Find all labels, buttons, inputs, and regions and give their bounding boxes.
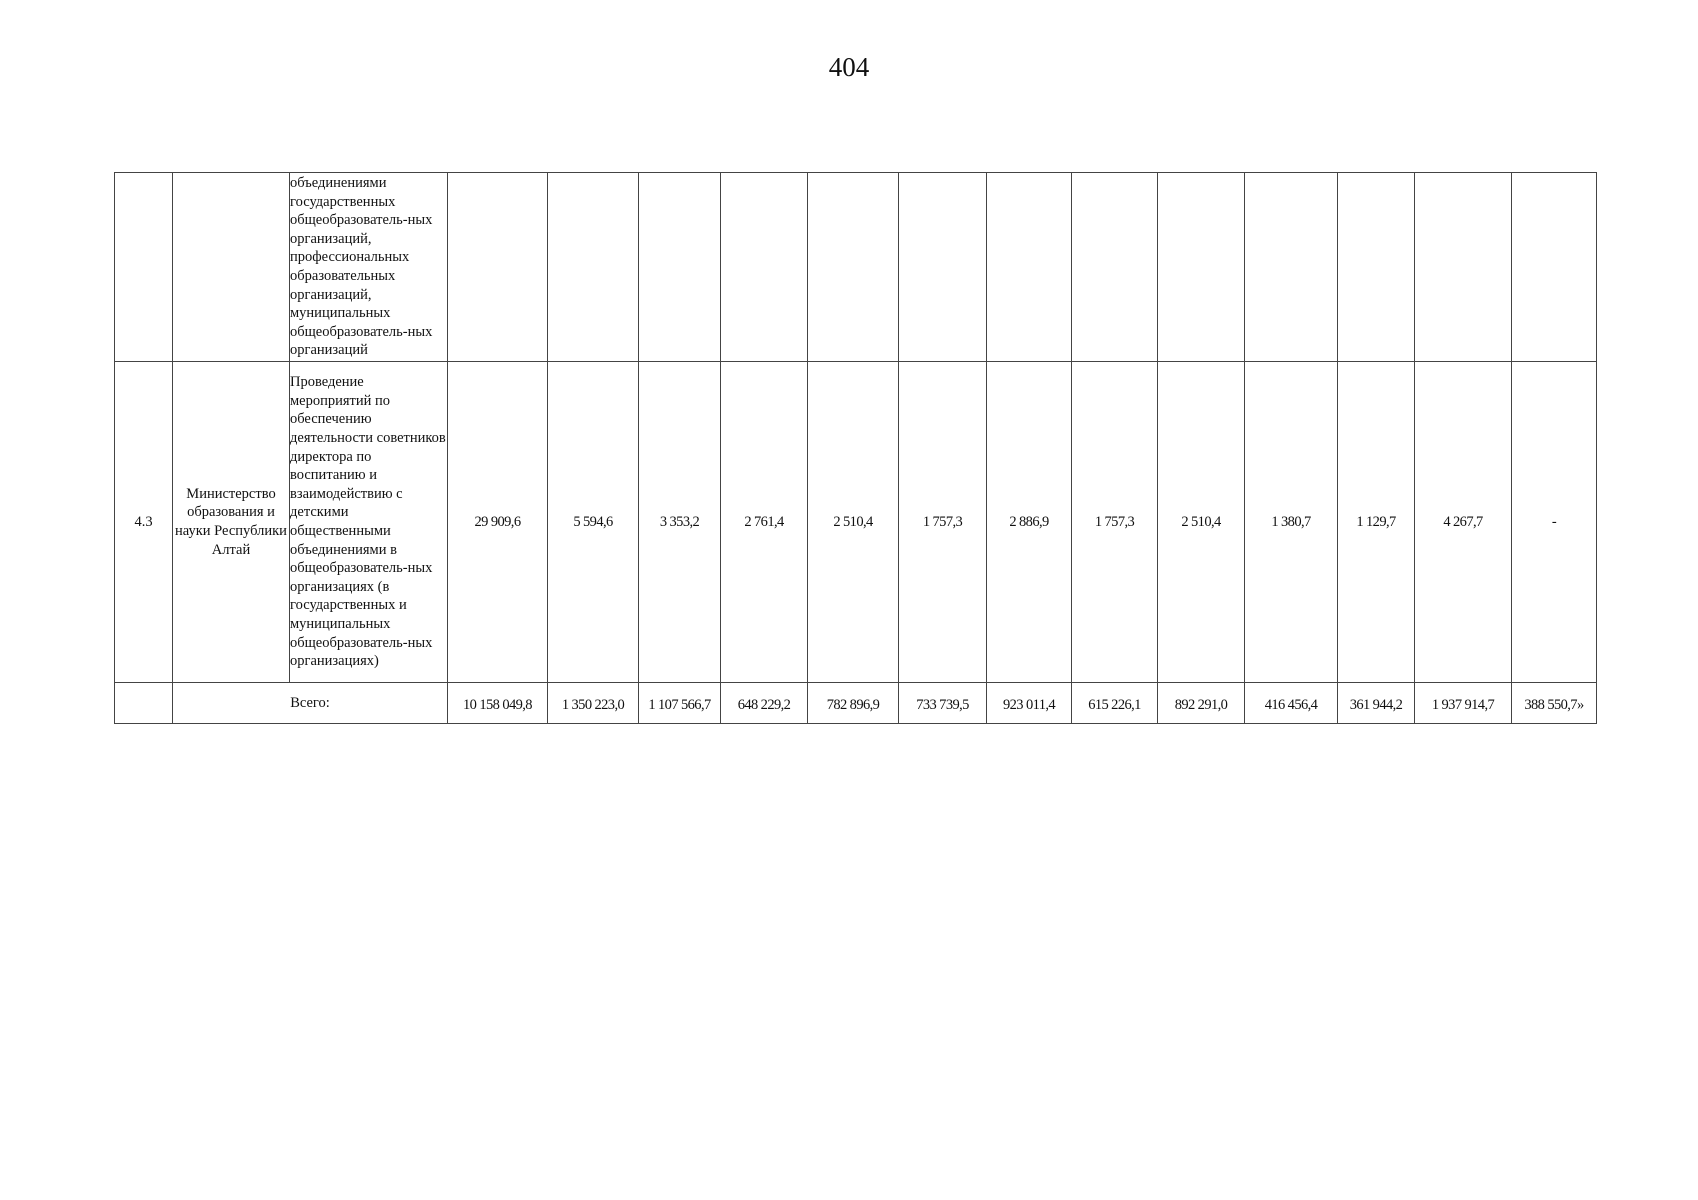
table-row xyxy=(115,362,1597,683)
value-cell xyxy=(1245,173,1338,362)
value-cell: 2 510,4 xyxy=(808,362,899,683)
total-value-cell: 1 350 223,0 xyxy=(548,683,639,724)
total-row xyxy=(115,683,1597,724)
total-value-cell: 892 291,0 xyxy=(1158,683,1245,724)
budget-table xyxy=(114,172,1597,724)
total-value-cell: 388 550,7» xyxy=(1512,683,1597,724)
value-cell xyxy=(1415,173,1512,362)
row-number-cell: 4.3 xyxy=(115,362,173,683)
value-cell xyxy=(1072,173,1158,362)
value-cell: 1 129,7 xyxy=(1338,362,1415,683)
value-cell xyxy=(987,173,1072,362)
value-cell: 29 909,6 xyxy=(448,362,548,683)
total-value-cell: 1 937 914,7 xyxy=(1415,683,1512,724)
total-value-cell: 733 739,5 xyxy=(899,683,987,724)
value-cell: 2 886,9 xyxy=(987,362,1072,683)
total-value-cell: 361 944,2 xyxy=(1338,683,1415,724)
total-label: Всего: xyxy=(173,683,448,724)
value-cell: 1 757,3 xyxy=(1072,362,1158,683)
value-cell: 5 594,6 xyxy=(548,362,639,683)
value-cell: - xyxy=(1512,362,1597,683)
total-value-cell: 923 011,4 xyxy=(987,683,1072,724)
total-value-cell: 1 107 566,7 xyxy=(639,683,721,724)
value-cell xyxy=(899,173,987,362)
value-cell xyxy=(448,173,548,362)
row-number-cell xyxy=(115,683,173,724)
executor-cell: Министерство образования и науки Республики Алтай xyxy=(173,362,290,683)
value-cell xyxy=(1158,173,1245,362)
value-cell: 1 380,7 xyxy=(1245,362,1338,683)
value-cell: 2 510,4 xyxy=(1158,362,1245,683)
total-value-cell: 648 229,2 xyxy=(721,683,808,724)
executor-cell xyxy=(173,173,290,362)
total-value-cell: 782 896,9 xyxy=(808,683,899,724)
value-cell: 1 757,3 xyxy=(899,362,987,683)
value-cell: 2 761,4 xyxy=(721,362,808,683)
value-cell xyxy=(808,173,899,362)
total-value-cell: 615 226,1 xyxy=(1072,683,1158,724)
value-cell xyxy=(721,173,808,362)
page-number: 404 xyxy=(828,52,870,82)
value-cell xyxy=(639,173,721,362)
description-cell: объединениями государственных общеобразователь-ных организаций, профессиональных образовательных организаций, муниципальных общеобразователь-ных организаций xyxy=(290,173,448,362)
value-cell: 4 267,7 xyxy=(1415,362,1512,683)
description-cell: Проведение мероприятий по обеспечению деятельности советников директора по воспитанию и взаимодействию с детскими общественными объединениями в общеобразователь-ных организациях (в государственных и муниципальных общеобразователь-ных организациях) xyxy=(290,362,448,683)
total-value-cell: 10 158 049,8 xyxy=(448,683,548,724)
total-value-cell: 416 456,4 xyxy=(1245,683,1338,724)
value-cell xyxy=(1512,173,1597,362)
row-number-cell xyxy=(115,173,173,362)
value-cell xyxy=(1338,173,1415,362)
value-cell xyxy=(548,173,639,362)
value-cell: 3 353,2 xyxy=(639,362,721,683)
table-row xyxy=(115,173,1597,362)
